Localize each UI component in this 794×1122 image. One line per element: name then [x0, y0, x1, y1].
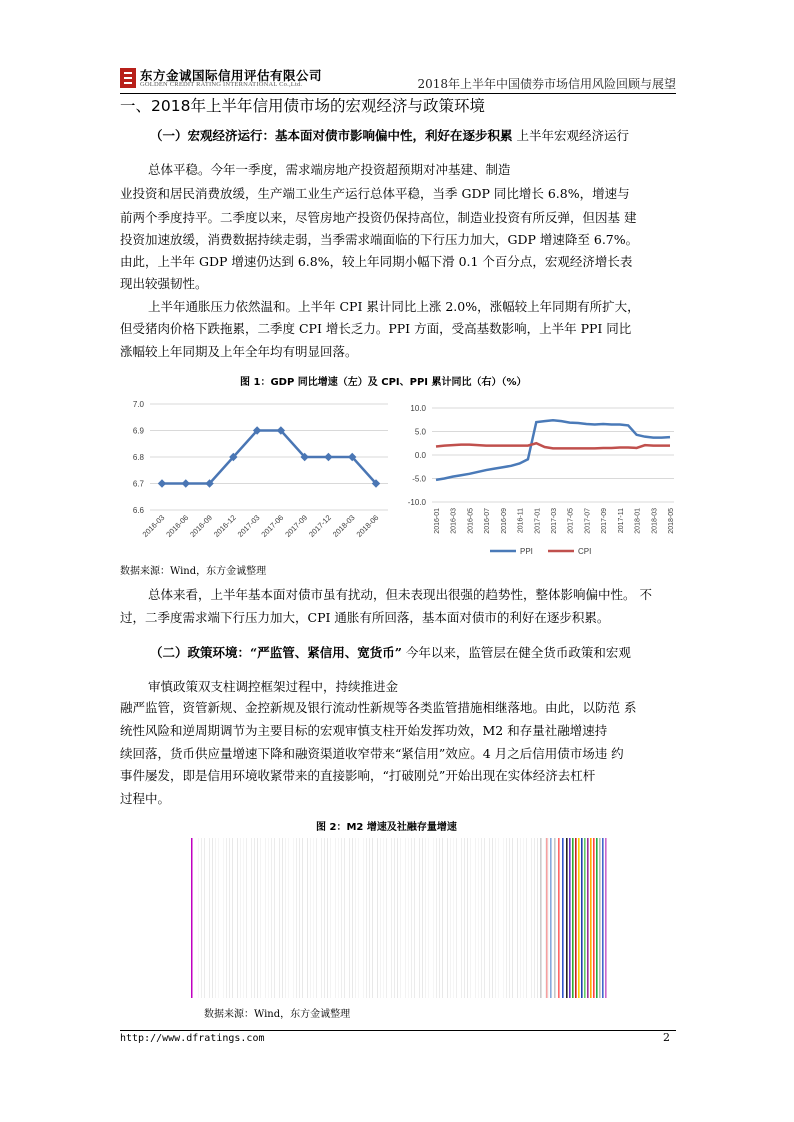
stripe-faint — [425, 838, 426, 998]
figure1-caption: 图 1：GDP 同比增速（左）及 CPI、PPI 累计同比（右）（%） — [240, 377, 527, 388]
stripe-faint — [279, 838, 280, 998]
stripe-faint — [274, 838, 275, 998]
company-logo-icon — [120, 68, 136, 88]
footer-url[interactable]: http://www.dfratings.com — [120, 1033, 265, 1044]
cpi-ppi-x-tick: 2016-05 — [467, 508, 475, 534]
stripe-faint — [257, 838, 258, 998]
stripe-faint — [265, 838, 266, 998]
stripe-faint — [433, 838, 434, 998]
stripe-faint — [461, 838, 462, 998]
gdp-y-tick: 6.7 — [132, 479, 144, 489]
policy-p1-line: 事件屡发，即是信用环境收紧带来的直接影响，“打破刚兑”开始出现在实体经济去杠杆 — [120, 768, 596, 783]
stripe-color — [562, 838, 564, 998]
stripe-faint — [380, 838, 381, 998]
company-name-cn: 东方金诚国际信用评估有限公司 — [140, 68, 323, 83]
gdp-y-axis — [133, 400, 145, 515]
cpi-ppi-x-tick: 2018-03 — [651, 508, 659, 534]
cpi-ppi-y-tick: -5.0 — [412, 474, 426, 484]
stripe-faint — [498, 838, 499, 998]
stripe-color — [578, 838, 580, 998]
stripe-faint — [251, 838, 252, 998]
stripe-color — [596, 838, 598, 998]
macro-p1-line: 前两个季度持平。二季度以来，尽管房地产投资仍保持高位，制造业投资有所反弹，但因基 建 — [120, 210, 637, 225]
gdp-x-tick: 2018-03 — [330, 513, 357, 539]
gdp-chart — [120, 392, 398, 562]
stripe-faint — [316, 838, 317, 998]
stripe-faint — [439, 838, 440, 998]
macro-p2-line: 但受猪肉价格下跌拖累，二季度 CPI 增长乏力。PPI 方面，受高基数影响，上半年 PPI 同比 — [120, 321, 632, 336]
stripe-color — [546, 838, 548, 998]
stripe-faint — [229, 838, 230, 998]
stripe-color — [605, 838, 607, 998]
stripe-faint — [506, 838, 507, 998]
figure2-stripes — [191, 838, 607, 998]
stripe-faint — [394, 838, 395, 998]
gdp-point — [324, 453, 332, 461]
macro-p3-line: 总体来看，上半年基本面对债市虽有扰动，但未表现出很强的趋势性，整体影响偏中性。 不 — [148, 587, 652, 602]
stripe-faint — [467, 838, 468, 998]
gdp-y-tick: 6.6 — [132, 506, 144, 515]
stripe-faint — [313, 838, 314, 998]
stripe-faint — [226, 838, 227, 998]
cpi-ppi-x-tick: 2016-03 — [450, 508, 458, 534]
gdp-x-tick: 2016-12 — [211, 513, 238, 539]
stripe-faint — [492, 838, 493, 998]
stripe-faint — [310, 838, 311, 998]
stripe-faint — [268, 838, 269, 998]
stripe-faint — [299, 838, 300, 998]
policy-p1-line: 审慎政策双支柱调控框架过程中，持续推进金 — [148, 679, 399, 694]
stripe-faint — [218, 838, 219, 998]
stripe-color — [602, 838, 604, 998]
stripe-faint — [422, 838, 423, 998]
macro-heading-tail: 上半年宏观经济运行 — [516, 128, 630, 143]
gdp-x-tick: 2018-06 — [354, 513, 381, 539]
stripe-faint — [484, 838, 485, 998]
cpi-ppi-x-tick: 2017-11 — [617, 508, 625, 534]
gdp-x-axis — [141, 513, 381, 539]
stripe-faint — [282, 838, 283, 998]
stripe-faint — [293, 838, 294, 998]
policy-p1-line: 过程中。 — [120, 791, 171, 806]
cpi-ppi-x-tick: 2017-05 — [567, 508, 575, 534]
policy-p1-line: 融严监管，资管新规、金控新规及银行流动性新规等各类监管措施相继落地。由此，以防范 系 — [120, 700, 637, 715]
stripe-faint — [232, 838, 233, 998]
stripe-faint — [349, 838, 350, 998]
figure2-source: 数据来源：Wind，东方金诚整理 — [204, 1009, 351, 1020]
cpi-ppi-x-tick: 2017-03 — [551, 508, 558, 534]
policy-heading-tail: 今年以来，监管层在健全货币政策和宏观 — [405, 645, 631, 660]
cpi-ppi-chart — [398, 398, 688, 560]
cpi-ppi-y-tick: 5.0 — [414, 427, 426, 437]
figure2-caption: 图 2：M2 增速及社融存量增速 — [316, 822, 457, 833]
page-number: 2 — [663, 1031, 670, 1044]
macro-heading — [150, 125, 708, 146]
footer-divider — [120, 1030, 676, 1031]
stripe-faint — [285, 838, 286, 998]
stripe-faint — [436, 838, 437, 998]
stripe-faint — [204, 838, 205, 998]
stripe-faint — [531, 838, 532, 998]
stripe-faint — [400, 838, 401, 998]
stripe-faint — [307, 838, 308, 998]
stripe-color — [566, 838, 568, 998]
cpi-ppi-x-tick: 2018-01 — [634, 508, 642, 534]
stripe-faint — [246, 838, 247, 998]
cpi-ppi-x-tick: 2016-11 — [517, 508, 525, 534]
stripe-faint — [537, 838, 538, 998]
stripe-faint — [453, 838, 454, 998]
stripe-color — [569, 838, 571, 998]
stripe-faint — [475, 838, 476, 998]
stripe-faint — [447, 838, 448, 998]
stripe-color — [572, 838, 574, 998]
gdp-x-tick: 2017-03 — [235, 513, 262, 539]
stripe-color — [593, 838, 595, 998]
cpi-ppi-legend — [490, 547, 591, 556]
stripe-faint — [335, 838, 336, 998]
stripe-faint — [520, 838, 521, 998]
stripe-faint — [456, 838, 457, 998]
stripe-faint — [369, 838, 370, 998]
stripe-faint — [377, 838, 378, 998]
stripe-faint — [288, 838, 289, 998]
macro-p2-line: 上半年通胀压力依然温和。上半年 CPI 累计同比上涨 2.0%，涨幅较上年同期有所扩大， — [148, 299, 640, 314]
stripe-color — [550, 838, 552, 998]
gdp-x-tick: 2016-03 — [140, 513, 167, 539]
stripe-faint — [302, 838, 303, 998]
stripe-faint — [481, 838, 482, 998]
cpi-ppi-y-tick: 0.0 — [414, 451, 426, 460]
macro-heading-bold: （一）宏观经济运行：基本面对债市影响偏中性，利好在逐步积累 — [150, 128, 513, 143]
macro-p1-line: 现出较强韧性。 — [120, 276, 208, 291]
stripe-faint — [240, 838, 241, 998]
stripe-color — [587, 838, 589, 998]
stripe-color — [575, 838, 577, 998]
stripe-faint — [534, 838, 535, 998]
gdp-y-tick: 6.8 — [132, 453, 144, 462]
stripe-faint — [198, 838, 199, 998]
stripe-magenta — [191, 838, 193, 998]
cpi-ppi-x-tick: 2016-09 — [500, 508, 508, 534]
stripe-faint — [355, 838, 356, 998]
stripe-faint — [372, 838, 373, 998]
stripe-faint — [442, 838, 443, 998]
stripe-faint — [450, 838, 451, 998]
stripe-color — [581, 838, 583, 998]
stripe-faint — [526, 838, 527, 998]
gdp-y-tick: 6.9 — [132, 426, 144, 436]
stripe-color — [554, 838, 556, 998]
stripe-faint — [243, 838, 244, 998]
stripe-faint — [352, 838, 353, 998]
stripe-faint — [464, 838, 465, 998]
cpi-ppi-x-tick: 2016-01 — [434, 508, 441, 534]
cpi-ppi-y-axis — [408, 404, 427, 507]
stripe-faint — [386, 838, 387, 998]
policy-heading-bold: （二）政策环境：“严监管、紧信用、宽货币” — [150, 645, 402, 660]
stripe-faint — [495, 838, 496, 998]
report-title: 2018年上半年中国债券市场信用风险回顾与展望 — [417, 77, 676, 91]
stripe-faint — [212, 838, 213, 998]
gdp-y-tick: 7.0 — [132, 400, 144, 409]
stripe-faint — [391, 838, 392, 998]
stripe-faint — [338, 838, 339, 998]
stripe-faint — [408, 838, 409, 998]
macro-p1-line: 由此，上半年 GDP 增速仍达到 6.8%，较上年同期小幅下滑 0.1 个百分点，宏观经济增长表 — [120, 254, 633, 269]
gdp-point — [158, 479, 166, 487]
stripe-faint — [397, 838, 398, 998]
stripe-faint — [363, 838, 364, 998]
legend-ppi-label: PPI — [520, 547, 533, 556]
stripe-color — [558, 838, 560, 998]
cpi-ppi-x-tick: 2017-07 — [584, 508, 592, 534]
stripe-faint — [344, 838, 345, 998]
gdp-point — [182, 479, 190, 487]
stripe-faint — [358, 838, 359, 998]
stripe-faint — [341, 838, 342, 998]
policy-heading — [150, 642, 708, 663]
stripe-faint — [419, 838, 420, 998]
stripe-faint — [321, 838, 322, 998]
stripe-faint — [411, 838, 412, 998]
stripe-faint — [209, 838, 210, 998]
stripe-faint — [324, 838, 325, 998]
stripe-faint — [470, 838, 471, 998]
stripe-faint — [327, 838, 328, 998]
gdp-x-tick: 2016-09 — [188, 513, 214, 539]
cpi-ppi-x-axis — [434, 508, 675, 534]
stripe-faint — [414, 838, 415, 998]
stripe-color — [599, 838, 601, 998]
stripe-faint — [503, 838, 504, 998]
macro-p3-line: 过，二季度需求端下行压力加大，CPI 通胀有所回落，基本面对债市的利好在逐步积累。 — [120, 610, 610, 625]
stripe-faint — [223, 838, 224, 998]
gdp-x-tick: 2017-06 — [259, 513, 286, 539]
section-title: 一、2018年上半年信用债市场的宏观经济与政策环境 — [120, 97, 485, 115]
stripe-faint — [489, 838, 490, 998]
stripe-faint — [366, 838, 367, 998]
stripe-faint — [260, 838, 261, 998]
stripe-color — [590, 838, 592, 998]
stripe-faint — [271, 838, 272, 998]
stripe-faint — [548, 838, 549, 998]
macro-p1-line: 业投资和居民消费放缓，生产端工业生产运行总体平稳，当季 GDP 同比增长 6.8%，增速与 — [120, 186, 630, 201]
macro-p1-line: 投资加速放缓，消费数据持续走弱，当季需求端面临的下行压力加大，GDP 增速降至 6.7%。 — [120, 232, 639, 247]
company-name-en: GOLDEN CREDIT RATING INTERNATIONAL Co.,Ltd. — [140, 81, 303, 88]
stripe-faint — [428, 838, 429, 998]
stripe-faint — [330, 838, 331, 998]
cpi-ppi-y-tick: 10.0 — [410, 404, 426, 413]
gdp-x-tick: 2017-12 — [307, 513, 333, 539]
stripe-faint — [405, 838, 406, 998]
gdp-x-tick: 2016-06 — [164, 513, 191, 539]
gdp-x-tick: 2017-09 — [283, 513, 310, 539]
stripe-faint — [237, 838, 238, 998]
ppi-series-line — [436, 420, 670, 480]
stripe-color — [540, 838, 542, 998]
stripe-faint — [296, 838, 297, 998]
stripe-faint — [509, 838, 510, 998]
cpi-ppi-y-tick: -10.0 — [407, 498, 426, 507]
cpi-ppi-x-tick: 2016-07 — [484, 508, 492, 534]
stripe-faint — [201, 838, 202, 998]
cpi-series-line — [436, 443, 670, 448]
cpi-ppi-x-tick: 2018-05 — [668, 508, 675, 534]
policy-p1-line: 统性风险和逆周期调节为主要目标的宏观审慎支柱开始发挥功效，M2 和存量社融增速持 — [120, 723, 608, 738]
macro-p2-line: 涨幅较上年同期及上年全年均有明显回落。 — [120, 344, 358, 359]
stripe-faint — [545, 838, 546, 998]
stripe-faint — [512, 838, 513, 998]
stripe-faint — [523, 838, 524, 998]
policy-p1-line: 续回落，货币供应量增速下降和融资渠道收窄带来“紧信用”效应。4 月之后信用债市场违 约 — [120, 746, 624, 761]
macro-p1-line: 总体平稳。今年一季度，需求端房地产投资超预期对冲基建、制造 — [148, 162, 511, 177]
figure2-image — [190, 838, 610, 998]
stripe-faint — [383, 838, 384, 998]
stripe-faint — [478, 838, 479, 998]
cpi-ppi-x-tick: 2017-09 — [601, 508, 609, 534]
legend-cpi-label: CPI — [578, 547, 592, 556]
cpi-ppi-x-tick: 2017-01 — [534, 508, 542, 534]
stripe-faint — [254, 838, 255, 998]
stripe-faint — [215, 838, 216, 998]
stripe-color — [584, 838, 586, 998]
cpi-ppi-grid — [432, 408, 674, 502]
stripe-faint — [517, 838, 518, 998]
figure1-source: 数据来源：Wind，东方金诚整理 — [120, 566, 267, 577]
